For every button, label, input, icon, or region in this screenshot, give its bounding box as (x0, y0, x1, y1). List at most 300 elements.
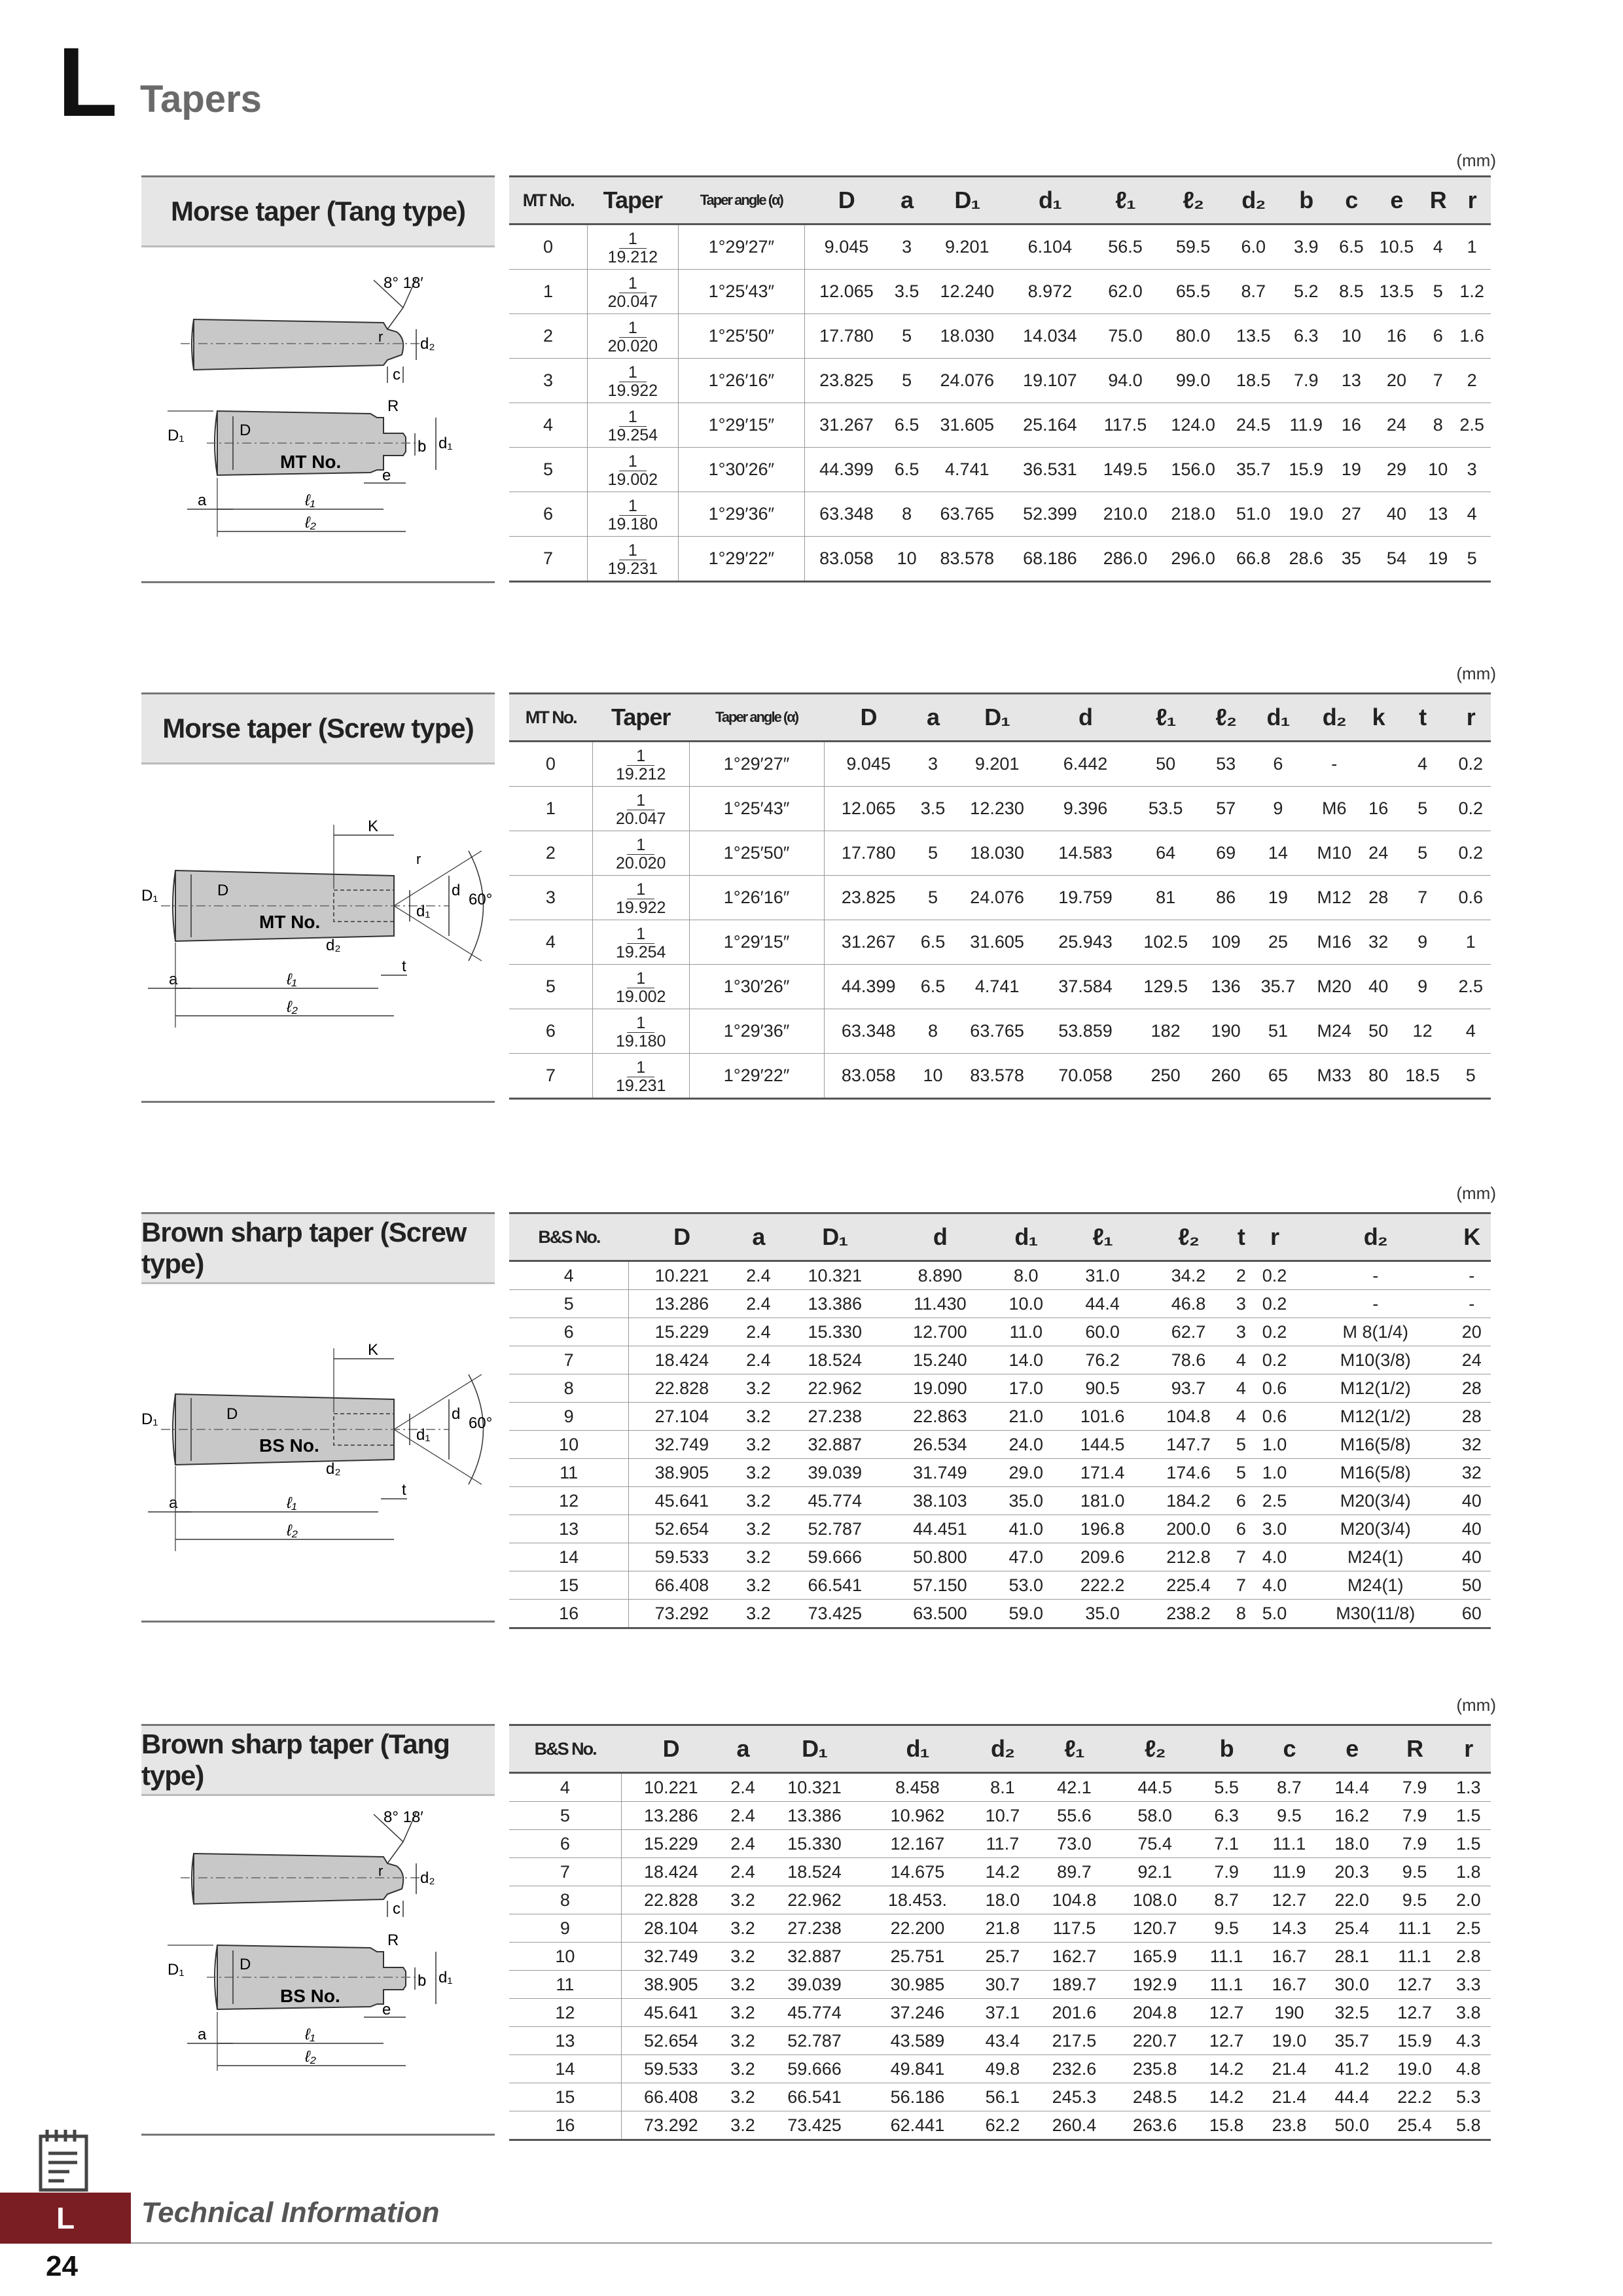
table-cell: 0.2 (1251, 1261, 1298, 1290)
table-cell: 22.828 (629, 1374, 735, 1403)
table-cell: 6.5 (913, 920, 953, 965)
table-cell: 0.6 (1251, 1403, 1298, 1431)
column-header: Taper angle (α) (689, 694, 824, 742)
table-cell: 7.9 (1383, 1773, 1446, 1802)
table-cell: 11.9 (1258, 1858, 1321, 1886)
table-cell: 66.8 (1227, 537, 1280, 582)
column-header: D₁ (765, 1725, 864, 1773)
table-cell: 99.0 (1159, 359, 1227, 403)
table-cell: - (1298, 1261, 1452, 1290)
table-cell: 50 (1452, 1571, 1491, 1600)
taper-ratio (588, 403, 679, 448)
table-cell: 104.8 (1145, 1403, 1231, 1431)
table-cell: 1.8 (1446, 1858, 1491, 1886)
table-cell: 3.2 (734, 1374, 782, 1403)
table-cell: 200.0 (1145, 1515, 1231, 1543)
table-cell: 73.0 (1034, 1830, 1115, 1858)
taper-angle: 1°29′15″ (689, 920, 824, 965)
table-cell: 92.1 (1115, 1858, 1195, 1886)
table-cell: 18.524 (782, 1346, 887, 1374)
table-cell: 62.2 (971, 2111, 1034, 2140)
table-cell: 192.9 (1115, 1971, 1195, 1999)
table-cell: 171.4 (1060, 1459, 1145, 1487)
table-cell: 4.741 (953, 965, 1041, 1009)
table-cell: 181.0 (1060, 1487, 1145, 1515)
table-cell: 120.7 (1115, 1914, 1195, 1943)
table-cell: 18.524 (765, 1858, 864, 1886)
column-header: B&S No. (509, 1725, 621, 1773)
table-cell: 3.2 (721, 2027, 765, 2055)
table-cell: 3.5 (913, 787, 953, 831)
table-cell: 10.221 (629, 1261, 735, 1290)
morse-tang-table (509, 175, 1491, 583)
table-cell: 15.330 (765, 1830, 864, 1858)
table-cell: 66.541 (765, 2083, 864, 2111)
table-cell: 55.6 (1034, 1802, 1115, 1830)
label-l2: ℓ₂ (305, 514, 316, 531)
table-cell: M16 (1306, 920, 1363, 965)
table-cell: 66.408 (629, 1571, 735, 1600)
table-row (509, 1515, 1491, 1543)
table-cell: 2.8 (1446, 1943, 1491, 1971)
taper-numerator: 1 (619, 497, 647, 515)
table-cell: 4.0 (1251, 1543, 1298, 1571)
table-cell: 54 (1370, 537, 1423, 582)
table-cell: 104.8 (1034, 1886, 1115, 1914)
table-cell: 18.5 (1227, 359, 1280, 403)
table-cell: 5 (1423, 270, 1453, 314)
table-cell: 50 (1130, 742, 1202, 787)
table-cell: 3.2 (721, 2111, 765, 2140)
taper-denominator: 19.002 (607, 470, 658, 489)
table-cell: 2.5 (1446, 1914, 1491, 1943)
table-cell: 12.700 (887, 1318, 993, 1346)
bs-number: 11 (509, 1459, 629, 1487)
mt-number-label: MT No. (280, 452, 342, 472)
chapter-letter: L (58, 27, 118, 137)
table-cell: 245.3 (1034, 2083, 1115, 2111)
table-row (509, 1431, 1491, 1459)
table-cell: 44.5 (1115, 1773, 1195, 1802)
table-cell: 21.8 (971, 1914, 1034, 1943)
label-d: d (452, 1405, 461, 1423)
label-a: a (169, 971, 178, 988)
table-cell: 4 (1232, 1374, 1251, 1403)
table-cell: 13.386 (765, 1802, 864, 1830)
table-cell: 12 (1395, 1009, 1451, 1054)
table-cell: 35.0 (993, 1487, 1060, 1515)
taper-numerator: 1 (627, 1014, 654, 1032)
unit-label: (mm) (1456, 664, 1496, 683)
table-cell: 89.7 (1034, 1858, 1115, 1886)
label-d2: d₂ (326, 937, 341, 954)
table-cell: 5.5 (1195, 1773, 1258, 1802)
taper-ratio (588, 492, 679, 537)
table-cell: 30.985 (864, 1971, 971, 1999)
table-cell: 49.841 (864, 2055, 971, 2083)
tang-angle-label: 8° 18′ (383, 1808, 423, 1826)
table-cell: 37.246 (864, 1999, 971, 2027)
table-cell: 3.2 (734, 1543, 782, 1571)
label-c: c (393, 1900, 401, 1918)
table-cell: 31.0 (1060, 1261, 1145, 1290)
column-header: d (1041, 694, 1130, 742)
morse-screw-table (509, 692, 1491, 1100)
taper-ratio (588, 537, 679, 582)
table-cell: 5.3 (1446, 2083, 1491, 2111)
table-cell: 52.787 (765, 2027, 864, 2055)
table-cell: 8.1 (971, 1773, 1034, 1802)
taper-denominator: 19.254 (607, 425, 658, 444)
table-cell: 14.2 (1195, 2083, 1258, 2111)
table-cell: 9.201 (953, 742, 1041, 787)
table-cell: 39.039 (782, 1459, 887, 1487)
table-cell: 156.0 (1159, 448, 1227, 492)
table-cell: 11.0 (993, 1318, 1060, 1346)
table-cell: 31.749 (887, 1459, 993, 1487)
table-cell: 63.348 (824, 1009, 913, 1054)
section-title: Brown sharp taper (Screw type) (141, 1212, 495, 1284)
table-cell: 10.321 (782, 1261, 887, 1290)
table-cell: 21.0 (993, 1403, 1060, 1431)
table-cell: 9.5 (1383, 1886, 1446, 1914)
table-cell: 14.3 (1258, 1914, 1321, 1943)
table-cell: 9 (1395, 965, 1451, 1009)
taper-denominator: 20.047 (615, 809, 666, 828)
table-cell: 4.0 (1251, 1571, 1298, 1600)
table-cell: 260 (1202, 1054, 1250, 1099)
bs-number-label: BS No. (259, 1435, 319, 1456)
table-cell: 225.4 (1145, 1571, 1231, 1600)
table-row (509, 1773, 1491, 1802)
table-cell: 117.5 (1034, 1914, 1115, 1943)
column-header: K (1452, 1213, 1491, 1261)
taper-numerator: 1 (627, 970, 654, 988)
taper-ratio (592, 831, 689, 876)
taper-numerator: 1 (619, 275, 647, 293)
table-cell: 12.7 (1383, 1999, 1446, 2027)
table-cell: 44.451 (887, 1515, 993, 1543)
table-cell: 24 (1452, 1346, 1491, 1374)
table-cell: 3.2 (734, 1487, 782, 1515)
table-cell: 144.5 (1060, 1431, 1145, 1459)
table-cell: 196.8 (1060, 1515, 1145, 1543)
table-cell: 35 (1332, 537, 1370, 582)
table-cell: 108.0 (1115, 1886, 1195, 1914)
table-cell: 10 (1332, 314, 1370, 359)
table-cell: 63.500 (887, 1600, 993, 1628)
table-cell: 174.6 (1145, 1459, 1231, 1487)
table-cell: 8.458 (864, 1773, 971, 1802)
unit-label: (mm) (1456, 151, 1496, 170)
table-cell: 2.5 (1251, 1487, 1298, 1515)
table-cell: 43.4 (971, 2027, 1034, 2055)
table-cell: 22.828 (621, 1886, 720, 1914)
table-cell: 27 (1332, 492, 1370, 537)
label-60deg: 60° (469, 891, 493, 908)
table-row (509, 787, 1491, 831)
table-cell: 3.2 (721, 2083, 765, 2111)
table-cell: 18.453. (864, 1886, 971, 1914)
table-cell: 8 (1232, 1600, 1251, 1628)
bs-number: 4 (509, 1773, 621, 1802)
section-divider (141, 1101, 495, 1103)
taper-ratio (588, 224, 679, 270)
table-cell: M20(3/4) (1298, 1487, 1452, 1515)
taper-number: 0 (509, 742, 592, 787)
table-cell: 31.605 (953, 920, 1041, 965)
table-cell: 11.7 (971, 1830, 1034, 1858)
table-row (509, 1318, 1491, 1346)
table-cell: 12.7 (1383, 1971, 1446, 1999)
table-cell: 8.7 (1258, 1773, 1321, 1802)
table-cell: M16(5/8) (1298, 1431, 1452, 1459)
bs-number: 4 (509, 1261, 629, 1290)
table-cell: 60 (1452, 1600, 1491, 1628)
table-cell: 44.399 (805, 448, 888, 492)
table-cell: 32 (1452, 1431, 1491, 1459)
table-cell: 19 (1423, 537, 1453, 582)
table-cell: 83.578 (925, 537, 1008, 582)
column-header: r (1453, 177, 1491, 224)
label-D: D (240, 422, 251, 439)
table-cell: 32.887 (782, 1431, 887, 1459)
table-cell: 3.2 (721, 1914, 765, 1943)
table-cell: 36.531 (1008, 448, 1092, 492)
table-cell: 5 (888, 359, 926, 403)
table-cell: 3.2 (721, 1886, 765, 1914)
taper-denominator: 19.002 (615, 987, 666, 1006)
table-cell: 41.2 (1321, 2055, 1383, 2083)
table-row (509, 965, 1491, 1009)
table-cell: 14.2 (971, 1858, 1034, 1886)
table-cell: 232.6 (1034, 2055, 1115, 2083)
column-header: d₂ (1227, 177, 1280, 224)
table-cell: 23.825 (805, 359, 888, 403)
table-cell: 29.0 (993, 1459, 1060, 1487)
table-cell: 6.442 (1041, 742, 1130, 787)
taper-number: 2 (509, 831, 592, 876)
table-cell: 6.104 (1008, 224, 1092, 270)
column-header: ℓ₂ (1145, 1213, 1231, 1261)
table-cell: 16 (1332, 403, 1370, 448)
column-header: r (1451, 694, 1491, 742)
table-cell: 5 (888, 314, 926, 359)
label-d1: d₁ (416, 1426, 431, 1444)
table-cell: 32 (1363, 920, 1395, 965)
table-row (509, 270, 1491, 314)
table-cell: 80.0 (1159, 314, 1227, 359)
table-cell: 83.058 (805, 537, 888, 582)
table-cell: 25.4 (1383, 2111, 1446, 2140)
table-cell: 28.104 (621, 1914, 720, 1943)
table-cell: 37.1 (971, 1999, 1034, 2027)
taper-angle: 1°29′27″ (678, 224, 804, 270)
taper-numerator: 1 (627, 881, 654, 899)
table-cell: 212.8 (1145, 1543, 1231, 1571)
table-cell: 248.5 (1115, 2083, 1195, 2111)
table-cell: 201.6 (1034, 1999, 1115, 2027)
table-cell: 23.825 (824, 876, 913, 920)
section-divider (141, 2134, 495, 2136)
column-header: MT No. (509, 694, 592, 742)
table-cell: 1.5 (1446, 1830, 1491, 1858)
table-cell: 217.5 (1034, 2027, 1115, 2055)
label-D: D (226, 1405, 238, 1423)
table-cell: 38.905 (621, 1971, 720, 1999)
table-cell: 40 (1452, 1515, 1491, 1543)
table-row (509, 1403, 1491, 1431)
table-cell: - (1452, 1261, 1491, 1290)
table-cell: 0.2 (1251, 1346, 1298, 1374)
bs-number: 14 (509, 1543, 629, 1571)
table-cell: 2 (1453, 359, 1491, 403)
table-cell: 17.780 (805, 314, 888, 359)
bs-number: 11 (509, 1971, 621, 1999)
column-header: d₁ (864, 1725, 971, 1773)
table-cell: 18.5 (1395, 1054, 1451, 1099)
column-header: ℓ₁ (1130, 694, 1202, 742)
unit-label: (mm) (1456, 1183, 1496, 1203)
table-cell: 20 (1370, 359, 1423, 403)
bs-number: 7 (509, 1858, 621, 1886)
table-cell: 101.6 (1060, 1403, 1145, 1431)
table-cell: 62.441 (864, 2111, 971, 2140)
table-cell: 9.045 (805, 224, 888, 270)
table-cell: 6.3 (1195, 1802, 1258, 1830)
taper-denominator: 19.180 (607, 514, 658, 533)
taper-denominator: 19.212 (615, 764, 666, 783)
label-D1: D₁ (168, 1961, 185, 1979)
table-cell: 22.962 (765, 1886, 864, 1914)
table-cell: M 8(1/4) (1298, 1318, 1452, 1346)
column-header: ℓ₁ (1092, 177, 1160, 224)
table-cell: M10(3/8) (1298, 1346, 1452, 1374)
table-cell: M24 (1306, 1009, 1363, 1054)
table-cell: 13 (1332, 359, 1370, 403)
taper-denominator: 19.231 (615, 1076, 666, 1095)
table-cell (1363, 742, 1395, 787)
bs-tang-drawing (141, 1796, 495, 2097)
table-cell: 59.666 (765, 2055, 864, 2083)
column-header: e (1321, 1725, 1383, 1773)
table-cell: 3.2 (721, 1999, 765, 2027)
table-cell: 11.9 (1280, 403, 1333, 448)
column-header: e (1370, 177, 1423, 224)
table-cell: 6.5 (888, 448, 926, 492)
table-cell: 12.7 (1258, 1886, 1321, 1914)
table-cell: 14.0 (993, 1346, 1060, 1374)
label-D1: D₁ (141, 887, 158, 905)
table-cell: 19.0 (1280, 492, 1333, 537)
table-cell: 19.090 (887, 1374, 993, 1403)
table-cell: 9.396 (1041, 787, 1130, 831)
taper-number: 4 (509, 403, 588, 448)
table-cell: 15.240 (887, 1346, 993, 1374)
table-cell: 2 (1232, 1261, 1251, 1290)
label-t: t (402, 1481, 406, 1499)
table-cell: 76.2 (1060, 1346, 1145, 1374)
column-header: R (1383, 1725, 1446, 1773)
table-cell: 28.6 (1280, 537, 1333, 582)
table-cell: 1.5 (1446, 1802, 1491, 1830)
taper-number: 3 (509, 876, 592, 920)
table-cell: 15.9 (1383, 2027, 1446, 2055)
table-cell: 6.0 (1227, 224, 1280, 270)
table-cell: 2.4 (721, 1802, 765, 1830)
table-cell: 10 (913, 1054, 953, 1099)
table-row (509, 1459, 1491, 1487)
table-cell: 18.424 (629, 1346, 735, 1374)
table-cell: 11.1 (1383, 1943, 1446, 1971)
table-cell: 24 (1363, 831, 1395, 876)
table-cell: 220.7 (1115, 2027, 1195, 2055)
taper-angle: 1°29′27″ (689, 742, 824, 787)
table-cell: 30.7 (971, 1971, 1034, 1999)
taper-angle: 1°25′43″ (678, 270, 804, 314)
table-cell: 6 (1423, 314, 1453, 359)
table-cell: 22.863 (887, 1403, 993, 1431)
table-cell: 16 (1370, 314, 1423, 359)
table-cell: 3 (888, 224, 926, 270)
label-l2: ℓ₂ (287, 1522, 298, 1539)
table-row (509, 1914, 1491, 1943)
table-row (509, 876, 1491, 920)
column-header: D (824, 694, 913, 742)
table-cell: 124.0 (1159, 403, 1227, 448)
table-cell: 11.1 (1195, 1971, 1258, 1999)
table-cell: 7 (1232, 1543, 1251, 1571)
taper-ratio (592, 920, 689, 965)
table-cell: 32.749 (621, 1943, 720, 1971)
table-cell: 5 (1451, 1054, 1491, 1099)
table-row (509, 492, 1491, 537)
table-row (509, 1054, 1491, 1099)
table-cell: 12.7 (1195, 1999, 1258, 2027)
table-cell: 2.5 (1451, 965, 1491, 1009)
table-cell: M12(1/2) (1298, 1374, 1452, 1403)
table-cell: 56.186 (864, 2083, 971, 2111)
table-cell: 8 (1423, 403, 1453, 448)
table-cell: 19 (1332, 448, 1370, 492)
label-D1: D₁ (168, 427, 185, 444)
table-cell: 15.8 (1195, 2111, 1258, 2140)
bs-number: 16 (509, 1600, 629, 1628)
label-l1: ℓ₁ (287, 971, 297, 988)
table-cell: 5 (913, 876, 953, 920)
column-header: R (1423, 177, 1453, 224)
taper-number: 4 (509, 920, 592, 965)
label-b: b (418, 1972, 427, 1990)
table-cell: 28 (1452, 1374, 1491, 1403)
table-cell: 26.534 (887, 1431, 993, 1459)
table-cell: 27.104 (629, 1403, 735, 1431)
bs-number: 9 (509, 1403, 629, 1431)
table-cell: 45.774 (782, 1487, 887, 1515)
bs-number: 5 (509, 1290, 629, 1318)
label-D: D (240, 1956, 251, 1973)
table-row (509, 2083, 1491, 2111)
column-header: a (734, 1213, 782, 1261)
table-row (509, 403, 1491, 448)
table-cell: 3.5 (888, 270, 926, 314)
column-header: a (721, 1725, 765, 1773)
taper-angle: 1°29′22″ (678, 537, 804, 582)
table-cell: 19.0 (1383, 2055, 1446, 2083)
table-cell: 5 (1453, 537, 1491, 582)
table-cell: 28 (1363, 876, 1395, 920)
taper-number: 1 (509, 270, 588, 314)
